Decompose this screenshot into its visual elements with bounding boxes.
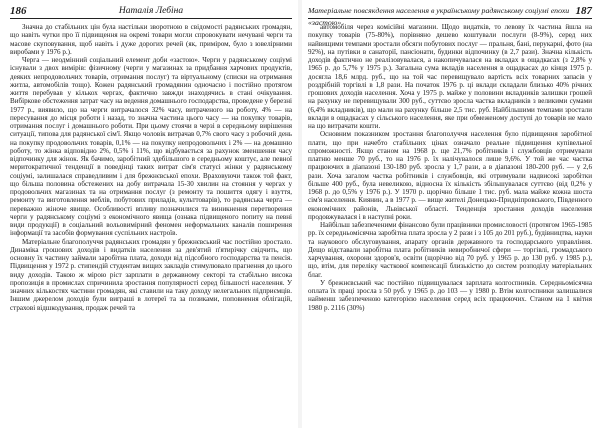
right-paragraph-3: Найбільш забезпеченими фінансово були працівники промисловості (протягом 1965-1985 рр. їх середньомісячна заробітна плата зросла у 2 рази і з 105 до 201 руб.), будівництва, науки та наукового обслуговування, апарату органів державного та господарського управління. Дещо відставали заробітна плата робітників невиробничої сфери — торгівлі, громадського харчування, охорони здоров'я, освіти (щорічно від 70 руб. у 1965 р. до 130 руб. у 1985 р.), що, втім, для переліку часткової компенсації близькістю до систем розподілу матеріальних благ. — [308, 221, 592, 279]
right-running-head: Матеріальне повсякдення населення в українському радянському соціумі епохи «застою» — [308, 6, 570, 27]
left-page-header — [10, 5, 292, 17]
right-paragraph-1: автомобіля через комісійні магазини. Щодо видатків, то левову їх частина йшла на покупку товарів (75-80%), порівняно дешево коштували послуги (8-9%), серед них найвищими темпами зростали обсяги побутових послуг — пральня, бані, перукарні, фото (на 92%), на путівки в санаторії, пансіонати, будинки відпочинку (в 2,7 рази). Значна кількість доходів фактично не реалізовувалася, а накопичувалася на вкладах в ощадкасах (з 2,8% у 1965 р. до 5,7% у 1975 р.). Загальна сума вкладів населення в ощадкасах до кінця 1975 р. досягла 18,6 млрд. руб., що на той час перевищувало вартість всіх товарних запасів у роздрібній торгівлі в 1,8 рази. На початок 1976 р. ці вклади складали близько 40% річних грошових доходів населення. Хоча у 1975 р. майже у половини вкладників залишки грошей на рахунку не перевищували 300 руб., суттєво зросла частка вкладників з великими сумами (6,4% вкладників), що мали на рахунку більше 2,5 тис. руб. Найбільшими темпами зростали вклади в ощадкасах у сільського населення, яке при обмеженому доступі до товарів не мало на що витрачати кошти. — [308, 23, 592, 130]
left-header-rule — [10, 18, 292, 19]
left-page-body — [10, 23, 292, 425]
right-header-rule — [308, 18, 592, 19]
left-running-head: Наталія Лебіна — [118, 6, 184, 16]
right-page-header — [308, 5, 592, 27]
left-paragraph-1: Значна до стабільних цін була настільки зворотною в свідомості радянських громадян, що навіть чутки про її підвищення на окремі товари могли спровокувати нечувані черги та масове скуповування, щоб навіть і дуже дорогих речей (як, приміром, було з ювелірними виробами у 1976 р.). — [10, 23, 292, 56]
left-paragraph-2: Черга — неодмінний соціальний елемент доби «застою». Черги у радянському соціумі існували з двох вимірів: фізичному (черги у магазинах за придбання харчових продуктів, деяких непродовольчих товарів, отримання послуг) та віртуальному (списки на отримання житла, автомобілів тощо). Кожен радянський громадянин одночасно і постійно протягом життя перебував у кількох чергах, фактично завжди знаходячись в стані очікування. Вибіркове обстеження затрат часу на ведення домашнього господарства, проведене у березні 1977 р., виявило, що на черги витрачалося 32% часу, витраченого на роботу, 4% — на пересування до місця роботи і назад, то значна частина цього часу — на покупку товарів, отримання послуг і домашнього роботи. При цьому стоячи в черзі в середньому вирішення ситуації, типова для радянської сім'ї. Якщо чоловік витрачав 0,7% свого часу з робочий день на покупку продовольчих товарів, 0,1% — на покупку непродовольчих і 2% — на домашню роботу, то жінка відповідно 2%, 0,5% і 11%, що відбувається за рахунок зменшення часу відпочинку для жінок. Як бачимо, заробітний здебільшого в середньому коштує, але певної меритократичної тенденції в поведінці таких витрат сім'я статусі жінки у радянському соціумі, залишалася справедливим і для брежнєвської епохи. Враховуючи також той факт, що більша половина обстежених на добу витрачала 15-30 хвилин на стояння у чергах у продовольчих магазинах та на отримання послуг (з ремонту та пошиття одягу і взуття, ремонту та виготовлення меблів, побутових приладів, культтоварів), то радянська черга — переважно жіноче явище. Особливості впливу позначилися та виникнення перетворення черги у радянському соціумі з економічного явища (ознака підвищеного попиту на певні види продукції) в соціальний вольовимірний феномен неформальних каналів поширення інформації та засобів формування суспільних настроїв. — [10, 56, 292, 238]
right-page-number: 187 — [575, 5, 592, 17]
right-page — [302, 0, 600, 428]
right-page-body — [308, 23, 592, 425]
right-paragraph-2: Основним показником зростання благополуччя населення було підвищення заробітної плати, що при начебто стабільних цінах означало реальне підвищення купівельної спроможності. Якщо станом на 1968 р. ще 21,7% робітників і службовців отримували платню менше 70 руб., то на 1976 р. їх налічувалося лише 9,6%. У той же час частка працюючих в діапазоні 130-180 руб. зросла у 1,7 рази, а в діапазоні 180-200 руб. — у 2,6 рази. Хоча загалом частка робітників і службовців, які отримували надвисокі заробітки більше 400 руб., була невеликою, відносна їх кількість збільшувалася суттєво (від 0,2% у 1968 р. до 0,5% у 1976 р.). У 1970 р. щорічно більше 1 тис. руб. мала майже кожна шоста сім'я населення. Киянин, а в 1977 р. — вище жителі Донецько-Придніпровського, Південного економічних районів, Львівської області. Тенденція зростання доходів населення продовжувалася і в наступні роки. — [308, 130, 592, 221]
left-page — [0, 0, 298, 428]
left-paragraph-3: Матеріальне благополуччя радянських громадян у брежнєвський час постійно зростало. Динаміка грошових доходів і видатків населення за дев'ятий п'ятирічку свідчить, що основну їх частину займали заробітна плата, доходи від підсобного господарства та пенсія. Підвищення у 1972 р. стипендій студентам вищих закладів стимулювало прагнення до цього виду доходів. Такою ж мірою ріст зарплати в державному секторі та стабільно висока пропозиція в промислах спричинила зростання популярності серед більшості населення. У значних кількостях частини громадян, які ставили на таку доходу нелегальних підприємців. Іншим джерелом доходів були виграші в лотереї та за позиками, поповнення облігацій, страхові відшкодування, продаж речей та — [10, 237, 292, 312]
right-paragraph-4: У брежнєвський час постійно підвищувалася зарплата колгоспників. Середньомісячна оплата їх праці зросла з 50 руб. у 1965 р. до 103 — у 1980 р. Втім колгоспники залишалися найменш забезпеченою категорією населення серед всіх працюючих. Станом на 1 квітня 1980 р. 2116 (30%) — [308, 278, 592, 312]
left-page-number: 186 — [10, 5, 27, 17]
